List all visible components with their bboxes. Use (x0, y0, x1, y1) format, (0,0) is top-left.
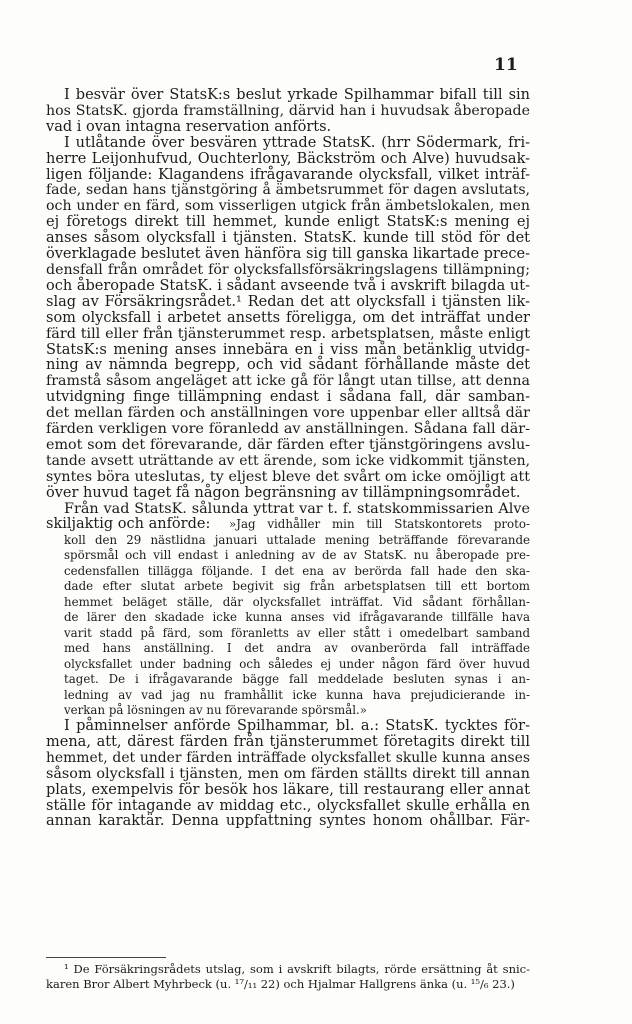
quote-line: »Jag vidhåller min till Statskontorets proto- (229, 517, 530, 532)
quote-line: ledning av vad jag nu framhållit icke kunna hava prejudicierande in- (64, 687, 530, 702)
text-line: det mellan färden och anställningen vore uppenbar eller alltså där (46, 405, 530, 422)
quote-line: taget. De i ifrågavarande bägge fall meddelade besluten synas i an- (64, 672, 530, 687)
quote-line: de lärer den skadade icke kunna anses vid ifrågavarande tillfälle hava (64, 610, 530, 625)
footnote-line: ¹ De Försäkringsrådets utslag, som i avskrift bilagts, rörde ersättning åt snic- (64, 962, 530, 976)
text-line: annan karaktär. Denna uppfattning syntes honom ohållbar. Fär- (46, 813, 530, 830)
text-line: Från vad StatsK. sålunda yttrat var t. f. statskommissarien Alve (64, 500, 530, 517)
text-line: vad i ovan intagna reservation anförts. (46, 118, 332, 135)
text-line: hos StatsK. gjorda framställning, därvid han i huvudsak åberopade (46, 102, 530, 119)
quote-line: cedensfallen tillägga följande. I det ena av berörda fall hade den ska- (64, 563, 530, 578)
text-line: emot som det förevarande, där färden efter tjänstgöringens avslu- (46, 436, 530, 453)
text-line: hemmet, det under färden inträffade olycksfallet skulle kunna anses (46, 749, 530, 766)
quote-line: varit stadd på färd, som föranletts av eller stått i omedelbart samband (64, 625, 530, 640)
text-line: tande avsett uträttande av ett ärende, som icke vidkommit tjänsten, (46, 452, 530, 469)
text-line: färd till eller från tjänsterummet resp. arbetsplatsen, måste enligt (46, 325, 530, 342)
footnote-line: karen Bror Albert Myhrbeck (u. ¹⁷/₁₁ 22) och Hjalmar Hallgrens änka (u. ¹⁵/₆ 23.) (46, 977, 515, 991)
quote-line: dade efter slutat arbete begivit sig från arbetsplatsen till ett bortom (64, 579, 530, 594)
text-line: ning av nämnda begrepp, och vid sådant förhållande måste det (46, 357, 530, 374)
text-line: ställe för intagande av middag etc., olycksfallet skulle erhålla en (46, 797, 530, 814)
quoted-statement (64, 517, 530, 719)
text-line: mena, att, därest färden från tjänsterummet företagits direkt till (46, 733, 530, 750)
text-line: framstå såsom angeläget att icke gå för långt utan tillse, att denna (46, 373, 530, 390)
quote-line: spörsmål och vill endast i anledning av de av StatsK. nu åberopade pre- (64, 548, 530, 563)
text-line: densfall från området för olycksfallsförsäkringslagens tillämpning; (46, 261, 530, 278)
quote-line: verkan på lösningen av nu förevarande spörsmål.» (64, 703, 368, 718)
footnote (46, 962, 530, 992)
text-line: I utlåtande över besvären yttrade StatsK. (hrr Södermark, fri- (64, 134, 530, 151)
quote-line: olycksfallet under badning och således ej under någon färd över huvud (64, 656, 530, 671)
text-line: syntes böra uteslutas, ty eljest bleve det svårt om icke omöjligt att (46, 468, 530, 485)
text-line: ej företogs direkt till hemmet, kunde enligt StatsK:s mening ej (46, 214, 530, 231)
footnote-divider (46, 957, 166, 958)
text-line: överklagade beslutet även hänföra sig till ganska likartade prece- (46, 246, 531, 263)
text-line: över huvud taget få någon begränsning av tillämpningsområdet. (46, 484, 521, 501)
text-line: herre Leijonhufvud, Ouchterlony, Bäckström och Alve) huvudsak- (46, 150, 530, 167)
text-line: StatsK:s mening anses innebära en i viss mån betänklig utvidg- (46, 341, 530, 358)
text-line: som olycksfall i arbetet ansetts föreligga, om det inträffat under (46, 309, 530, 326)
quote-line: hemmet beläget ställe, där olycksfallet inträffat. Vid sådant förhållan- (64, 594, 530, 609)
text-line: slag av Försäkringsrådet.¹ Redan det att olycksfall i tjänsten lik- (46, 293, 530, 310)
body-text (46, 88, 530, 830)
text-line: I påminnelser anförde Spilhammar, bl. a.: StatsK. tycktes för- (64, 717, 530, 734)
page-number: 11 (494, 55, 518, 75)
text-line: anses såsom olycksfall i tjänsten. StatsK. kunde till stöd för det (46, 230, 530, 247)
text-line: plats, exempelvis för besök hos läkare, till restaurang eller annat (46, 781, 530, 798)
text-line: utvidgning finge tillämpning endast i sådana fall, där samban- (46, 389, 530, 406)
text-line: ligen följande: Klagandens ifrågavarande olycksfall, vilket inträf- (46, 166, 530, 183)
text-line: och åberopade StatsK. i sådant avseende två i avskrift bilagda ut- (46, 277, 530, 294)
quote-line: koll den 29 nästlidna januari uttalade mening beträffande förevarande (64, 532, 530, 547)
text-line: färden verkligen vore föranledd av anställningen. Sådana fall där- (46, 421, 530, 438)
text-line: fade, sedan hans tjänstgöring å ämbetsrummet för dagen avslutats, (46, 182, 530, 199)
quote-line: med hans anställning. I det andra av ovanberörda fall inträffade (64, 641, 530, 656)
text-line: och under en färd, som visserligen utgick från ämbetslokalen, men (46, 198, 530, 215)
text-line: I besvär över StatsK:s beslut yrkade Spilhammar bifall till sin (64, 87, 530, 103)
text-line: såsom olycksfall i tjänsten, men om färden ställts direkt till annan (46, 765, 530, 782)
text-line: skiljaktig och anförde: (46, 516, 211, 533)
